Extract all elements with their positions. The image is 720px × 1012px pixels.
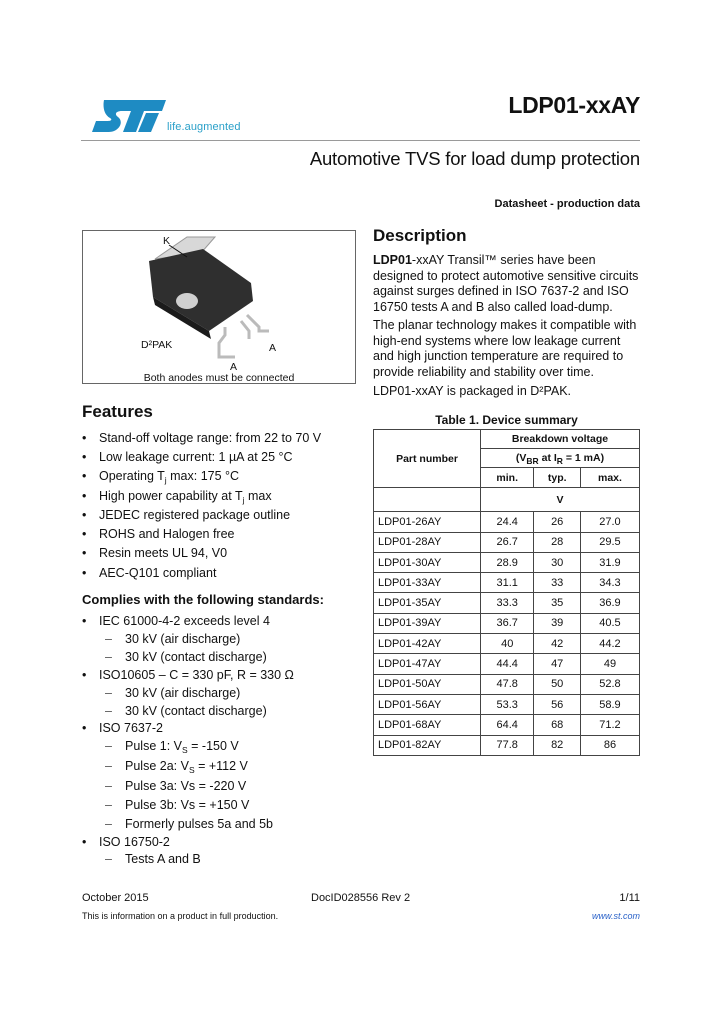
cell-max: 36.9	[580, 593, 639, 613]
description-heading: Description	[373, 226, 467, 245]
footer-page-number: 1/11	[619, 892, 640, 904]
cell-min: 31.1	[481, 573, 534, 593]
cell-min: 28.9	[481, 552, 534, 572]
cell-part-number: LDP01-26AY	[374, 512, 481, 532]
standard-subitem: – 30 kV (air discharge)	[125, 686, 240, 700]
cell-max: 27.0	[580, 512, 639, 532]
table-body	[374, 512, 640, 756]
standard-subitem: – Pulse 2a: $V_S = +112$ V	[125, 759, 248, 773]
part-number-title: LDP01-xxAY	[508, 92, 640, 118]
cell-part-number: LDP01-42AY	[374, 634, 481, 654]
cell-part-number: LDP01-50AY	[374, 674, 481, 694]
cell-max: 44.2	[580, 634, 639, 654]
unit-label: V	[481, 488, 640, 512]
cell-part-number: LDP01-68AY	[374, 715, 481, 735]
table-row	[374, 654, 640, 674]
footer-url-link[interactable]: www.st.com	[591, 911, 640, 921]
table-row	[374, 694, 640, 714]
cell-typ: 42	[534, 634, 581, 654]
standard-subitem: – Pulse 3a: Vs = -220 V	[125, 779, 246, 793]
cell-min: 64.4	[481, 715, 534, 735]
header-divider	[81, 140, 640, 141]
cell-min: 36.7	[481, 613, 534, 633]
footer-note: This is information on a product in full production.	[82, 911, 279, 921]
cell-part-number: LDP01-39AY	[374, 613, 481, 633]
cell-part-number: LDP01-28AY	[374, 532, 481, 552]
column-header-min: min.	[481, 468, 534, 488]
cell-part-number: LDP01-30AY	[374, 552, 481, 572]
standards-heading: Complies with the following standards:	[82, 592, 324, 607]
cell-max: 58.9	[580, 694, 639, 714]
column-header-typ: typ.	[534, 468, 581, 488]
cell-part-number: LDP01-82AY	[374, 735, 481, 755]
table-row	[374, 715, 640, 735]
column-header-max: max.	[580, 468, 639, 488]
cell-max: 52.8	[580, 674, 639, 694]
features-heading: Features	[82, 402, 153, 421]
column-header-part: Part number	[374, 430, 481, 488]
cell-part-number: LDP01-56AY	[374, 694, 481, 714]
description-paragraph-1: LDP01-xxAY Transil™ series have been designed to protect automotive sensitive circuits against surges defined in ISO 7637-2 and ISO 16750 tests A and B also called load-dump.	[373, 253, 639, 314]
cell-typ: 82	[534, 735, 581, 755]
device-summary-table	[373, 429, 640, 756]
cell-min: 40	[481, 634, 534, 654]
cell-min: 47.8	[481, 674, 534, 694]
description-paragraph-2: The planar technology makes it compatible with high-end systems where low leakage current and high junction temperature are required to provide reliability and stability over time.	[373, 318, 637, 379]
cell-typ: 47	[534, 654, 581, 674]
cathode-label: K	[163, 235, 171, 247]
feature-item: • Resin meets UL 94, V0	[99, 546, 227, 560]
cell-max: 49	[580, 654, 639, 674]
cell-max: 86	[580, 735, 639, 755]
standard-item: • IEC 61000-4-2 exceeds level 4	[99, 614, 270, 628]
feature-item: • Operating $T_j$ max: 175 °C	[99, 469, 239, 483]
standard-subitem: – Formerly pulses 5a and 5b	[125, 817, 273, 831]
cell-max: 29.5	[580, 532, 639, 552]
cell-typ: 50	[534, 674, 581, 694]
package-figure	[82, 230, 356, 384]
description-paragraph-3: LDP01-xxAY is packaged in D²PAK.	[373, 384, 572, 398]
table-row	[374, 674, 640, 694]
standard-subitem: – 30 kV (contact discharge)	[125, 704, 267, 718]
standard-item: • ISO 16750-2	[99, 835, 170, 849]
footer-date: October 2015	[82, 892, 149, 904]
column-header-breakdown: Breakdown voltage	[481, 430, 640, 449]
standard-subitem: – Pulse 1: $V_S = -150$ V	[125, 739, 239, 753]
cell-typ: 26	[534, 512, 581, 532]
standard-subitem: – 30 kV (contact discharge)	[125, 650, 267, 664]
table-row	[374, 735, 640, 755]
cell-max: 40.5	[580, 613, 639, 633]
cell-typ: 28	[534, 532, 581, 552]
cell-typ: 39	[534, 613, 581, 633]
cell-part-number: LDP01-47AY	[374, 654, 481, 674]
cell-min: 53.3	[481, 694, 534, 714]
cell-max: 31.9	[580, 552, 639, 572]
standard-item: • ISO10605 – C = 330 pF, R = 330 Ω	[99, 668, 294, 682]
tagline: life.augmented	[167, 121, 241, 133]
feature-item: • JEDEC registered package outline	[99, 508, 290, 522]
cell-min: 26.7	[481, 532, 534, 552]
cell-part-number: LDP01-35AY	[374, 593, 481, 613]
cell-min: 44.4	[481, 654, 534, 674]
table-title: Table 1. Device summary	[435, 413, 578, 427]
table-row	[374, 613, 640, 633]
package-caption: Both anodes must be connected	[143, 372, 295, 384]
package-name-label: D²PAK	[141, 339, 173, 351]
cell-typ: 56	[534, 694, 581, 714]
cell-part-number: LDP01-33AY	[374, 573, 481, 593]
feature-item: • ROHS and Halogen free	[99, 527, 235, 541]
breakdown-condition: ($V_{BR}$ at $I_R = 1$ mA)	[481, 449, 640, 468]
feature-item: • Stand-off voltage range: from 22 to 70 V	[99, 431, 321, 445]
cell-max: 71.2	[580, 715, 639, 735]
anode-label-right: A	[269, 342, 277, 354]
cell-min: 33.3	[481, 593, 534, 613]
feature-item: • High power capability at $T_j$ max	[99, 489, 272, 503]
cell-typ: 68	[534, 715, 581, 735]
cell-typ: 35	[534, 593, 581, 613]
cell-min: 77.8	[481, 735, 534, 755]
table-row	[374, 634, 640, 654]
table-row	[374, 573, 640, 593]
standard-subitem: – Pulse 3b: Vs = +150 V	[125, 798, 249, 812]
feature-item: • AEC-Q101 compliant	[99, 566, 216, 580]
table-row	[374, 512, 640, 532]
standard-subitem: – 30 kV (air discharge)	[125, 632, 240, 646]
feature-item: • Low leakage current: 1 µA at 25 °C	[99, 450, 293, 464]
cell-typ: 30	[534, 552, 581, 572]
cell-typ: 33	[534, 573, 581, 593]
cell-min: 24.4	[481, 512, 534, 532]
table-row	[374, 532, 640, 552]
table-row	[374, 593, 640, 613]
datasheet-label: Datasheet - production data	[494, 198, 640, 210]
page-subtitle: Automotive TVS for load dump protection	[309, 148, 640, 169]
standard-item: • ISO 7637-2	[99, 721, 163, 735]
d2pak-package-icon	[83, 231, 355, 383]
standard-subitem: – Tests A and B	[125, 852, 201, 866]
cell-max: 34.3	[580, 573, 639, 593]
unit-spacer	[374, 488, 481, 512]
footer-doc-id: DocID028556 Rev 2	[311, 892, 411, 904]
anode-label-bottom: A	[230, 361, 238, 373]
table-row	[374, 552, 640, 572]
st-logo	[92, 98, 168, 134]
